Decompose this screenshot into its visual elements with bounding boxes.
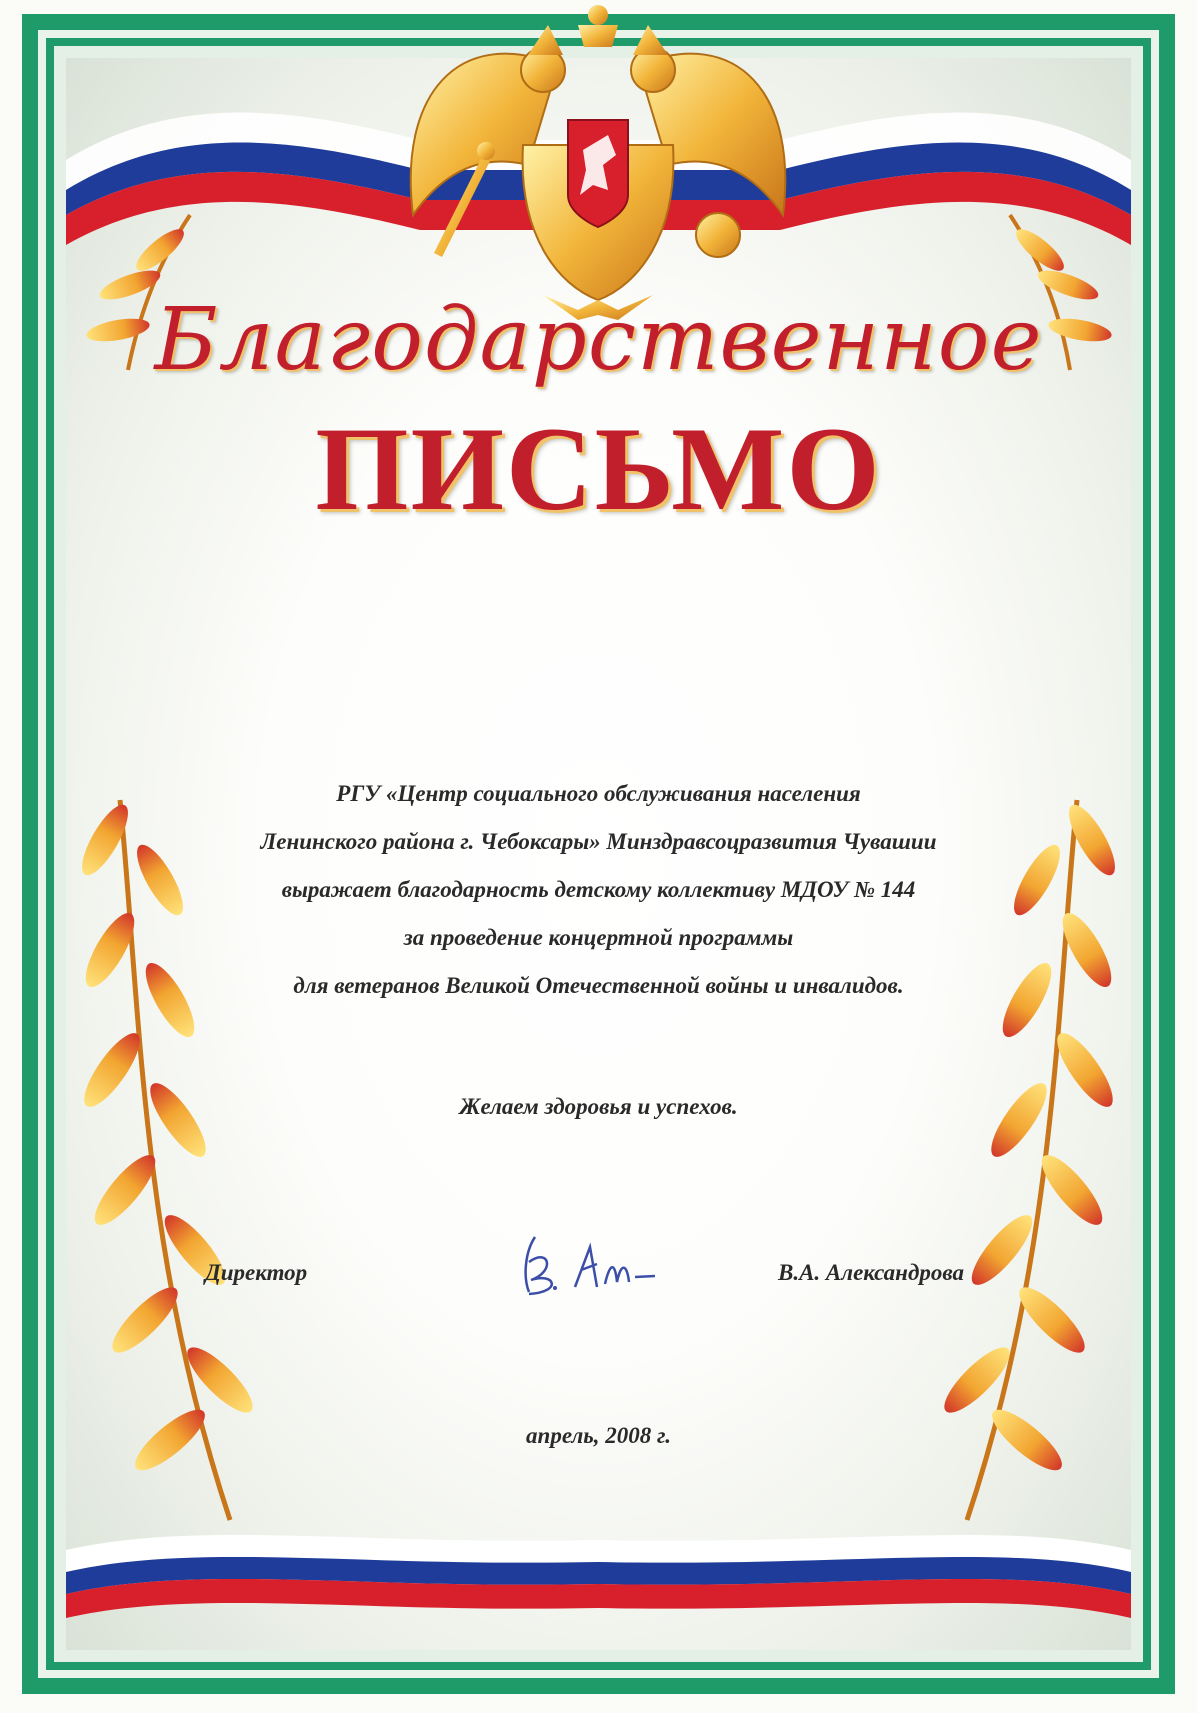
body-line: за проведение концертной программы <box>403 925 794 950</box>
title-script-line: Благодарственное <box>154 290 1043 390</box>
wish-line: Желаем здоровья и успехов. <box>459 1094 738 1119</box>
body-line: для ветеранов Великой Отечественной войны и инвалидов. <box>293 973 904 998</box>
body-line: выражает благодарность детскому коллективу МДОУ № 144 <box>281 877 916 902</box>
body-line: Ленинского района г. Чебоксары» Минздравсоцразвития Чувашии <box>260 829 937 854</box>
body-line: РГУ «Центр социального обслуживания населения <box>336 781 861 806</box>
handwritten-signature <box>515 1222 675 1302</box>
double-headed-eagle-icon <box>411 5 786 320</box>
title-main-line: ПИСЬМО <box>315 402 882 535</box>
signatory-name: В.А. Александрова <box>778 1260 964 1285</box>
bottom-flag-ribbon <box>66 1535 1131 1618</box>
letter-date: апрель, 2008 г. <box>526 1423 671 1448</box>
signatory-title: Директор <box>205 1260 308 1285</box>
letter-body <box>150 770 1047 1010</box>
